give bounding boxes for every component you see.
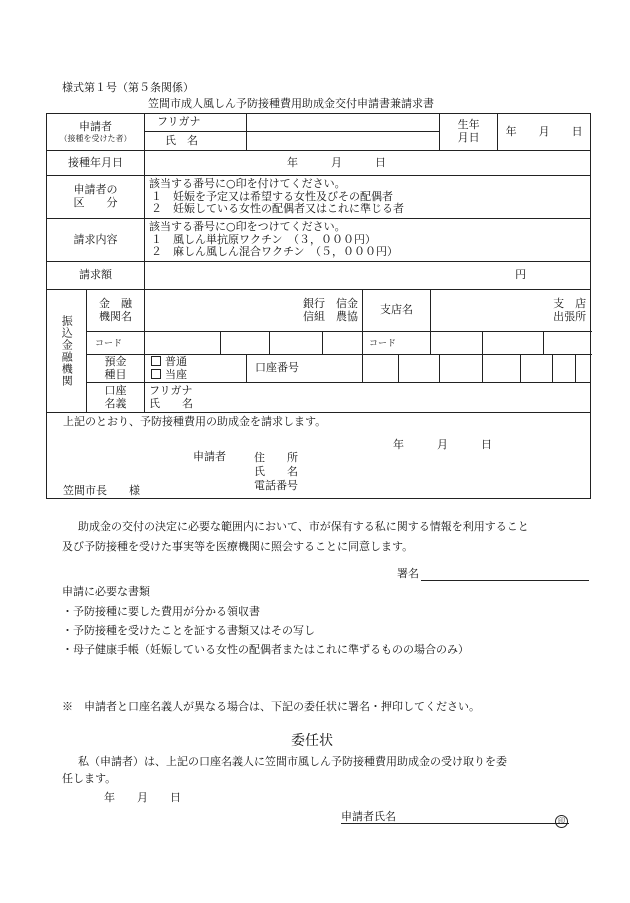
form-number: 様式第１号（第５条関係） bbox=[62, 81, 194, 94]
deposit-label-bottom: 種目 bbox=[104, 367, 127, 381]
request-address-label: 住 所 bbox=[254, 451, 298, 464]
holder-name-label: 氏 名 bbox=[149, 396, 193, 410]
holder-label-top: 口座 bbox=[104, 383, 127, 397]
bank-types-top: 銀行 信金 bbox=[303, 296, 359, 310]
birthdate-value: 年 月 日 bbox=[505, 124, 583, 138]
applicant-label: 申請者 bbox=[79, 120, 112, 134]
branch-label: 支店名 bbox=[380, 303, 414, 317]
branch-code-label-cell bbox=[363, 332, 431, 355]
amount-field[interactable] bbox=[145, 262, 591, 290]
account-digit-7[interactable] bbox=[576, 355, 591, 383]
proxy-signature-line[interactable] bbox=[341, 823, 569, 824]
seal-mark bbox=[555, 810, 568, 828]
seal-icon: 印 bbox=[555, 815, 568, 828]
applicant-sub-label: （接種を受けた者） bbox=[59, 133, 132, 143]
name-label-cell bbox=[145, 132, 247, 151]
vaccination-date-field[interactable] bbox=[145, 151, 591, 176]
request-phone-label: 電話番号 bbox=[254, 478, 298, 492]
branch-code-digit-1[interactable] bbox=[431, 332, 483, 355]
category-options-cell[interactable] bbox=[145, 176, 591, 219]
branch-label-cell bbox=[363, 290, 431, 332]
consent-line-1: 助成金の交付の決定に必要な範囲内において、市が保有する私に関する情報を利用すること bbox=[78, 520, 529, 533]
amount-unit: 円 bbox=[515, 268, 527, 282]
branch-code-digit-2[interactable] bbox=[483, 332, 544, 355]
birthdate-label-bottom: 月日 bbox=[457, 131, 480, 144]
consent-signature-line[interactable] bbox=[421, 580, 589, 581]
vaccination-date-value: 年 月 日 bbox=[287, 155, 386, 169]
bank-types-bottom: 信組 農協 bbox=[303, 309, 359, 323]
institution-field[interactable] bbox=[145, 290, 363, 332]
request-name-label: 氏 名 bbox=[254, 464, 298, 478]
code-label-cell bbox=[87, 332, 145, 355]
documents-heading: 申請に必要な書類 bbox=[62, 585, 150, 598]
account-digit-2[interactable] bbox=[399, 355, 440, 383]
applicant-label-cell bbox=[47, 114, 145, 151]
transfer-vertical-label-cell bbox=[47, 290, 87, 413]
category-label-bottom: 区 分 bbox=[73, 196, 118, 209]
claim-options-cell[interactable] bbox=[145, 219, 591, 262]
furigana-label: フリガナ bbox=[157, 115, 201, 129]
proxy-title: 委任状 bbox=[291, 733, 333, 749]
claim-instruction: 該当する番号に○印をつけてください。 bbox=[149, 220, 346, 234]
account-number-label: 口座番号 bbox=[255, 361, 300, 375]
claim-label-cell bbox=[47, 219, 145, 262]
bank-code-digit-3[interactable] bbox=[270, 332, 323, 355]
ordinary-label: 普通 bbox=[165, 354, 187, 368]
branch-types-top: 支 店 bbox=[553, 296, 587, 310]
document-item-handbook: ・母子健康手帳（妊娠している女性の配偶者またはこれに準ずるものの場合のみ） bbox=[62, 643, 469, 656]
claim-option-1[interactable]: １ 風しん単抗原ワクチン （３，０００円） bbox=[151, 232, 376, 246]
name-input[interactable] bbox=[247, 132, 440, 151]
category-label-top: 申請者の bbox=[73, 183, 118, 197]
branch-code-digit-3[interactable] bbox=[544, 332, 591, 355]
vaccination-date-label: 接種年月日 bbox=[68, 155, 123, 169]
category-option-1[interactable]: １ 妊娠を予定又は希望する女性及びその配偶者 bbox=[151, 189, 393, 203]
account-digit-6[interactable] bbox=[553, 355, 576, 383]
deposit-label-cell bbox=[87, 355, 145, 383]
institution-label-cell bbox=[87, 290, 145, 332]
birthdate-label-top: 生年 bbox=[457, 118, 480, 132]
claim-option-2[interactable]: ２ 麻しん風しん混合ワクチン （５，０００円） bbox=[151, 245, 398, 259]
proxy-note: ※ 申請者と口座名義人が異なる場合は、下記の委任状に署名・押印してください。 bbox=[62, 700, 480, 713]
application-form-table bbox=[46, 113, 591, 499]
consent-signature-label: 署名 bbox=[397, 567, 419, 580]
category-label-cell bbox=[47, 176, 145, 219]
document-item-receipt: ・予防接種に要した費用が分かる領収書 bbox=[62, 605, 260, 618]
bank-code-digit-1[interactable] bbox=[145, 332, 221, 355]
branch-field[interactable] bbox=[431, 290, 591, 332]
category-option-2[interactable]: ２ 妊娠している女性の配偶者又はこれに準じる者 bbox=[151, 202, 404, 216]
proxy-date[interactable]: 年 月 日 bbox=[104, 791, 181, 804]
request-statement: 上記のとおり、予防接種費用の助成金を請求します。 bbox=[63, 415, 327, 428]
bank-code-digit-2[interactable] bbox=[221, 332, 270, 355]
amount-label: 請求額 bbox=[79, 268, 112, 282]
document-item-proof: ・予防接種を受けたことを証する書類又はその写し bbox=[62, 624, 315, 637]
transfer-vertical-label: 振込金融機関 bbox=[60, 315, 74, 387]
account-number-label-cell bbox=[247, 355, 363, 383]
form-title: 笠間市成人風しん予防接種費用助成金交付申請書兼請求書 bbox=[148, 97, 434, 110]
institution-label-top: 金 融 bbox=[99, 296, 132, 310]
amount-label-cell bbox=[47, 262, 145, 290]
branch-types-bottom: 出張所 bbox=[553, 309, 587, 323]
name-label: 氏 名 bbox=[165, 133, 198, 147]
category-instruction: 該当する番号に○印を付けてください。 bbox=[149, 177, 346, 191]
branch-code-label: コード bbox=[369, 338, 397, 349]
account-digit-5[interactable] bbox=[521, 355, 553, 383]
current-label: 当座 bbox=[165, 367, 187, 381]
vaccination-date-label-cell bbox=[47, 151, 145, 176]
claim-label: 請求内容 bbox=[73, 232, 118, 246]
consent-line-2: 及び予防接種を受けた事実等を医療機関に照会することに同意します。 bbox=[62, 540, 414, 553]
account-digit-3[interactable] bbox=[440, 355, 483, 383]
holder-label-cell bbox=[87, 383, 145, 413]
mayor-addressee: 笠間市長 様 bbox=[63, 484, 140, 497]
institution-label-bottom: 機関名 bbox=[99, 309, 132, 323]
proxy-line-1: 私（申請者）は、上記の口座名義人に笠間市風しん予防接種費用助成金の受け取りを委 bbox=[78, 755, 507, 768]
account-digit-1[interactable] bbox=[363, 355, 399, 383]
current-checkbox[interactable] bbox=[151, 369, 161, 379]
deposit-options-cell bbox=[145, 355, 247, 383]
request-applicant-label: 申請者 bbox=[193, 450, 226, 463]
deposit-option-current[interactable] bbox=[151, 369, 246, 382]
birthdate-field[interactable] bbox=[498, 114, 591, 151]
request-date[interactable]: 年 月 日 bbox=[393, 438, 492, 451]
furigana-input[interactable] bbox=[247, 114, 440, 132]
deposit-label-top: 預金 bbox=[104, 354, 127, 368]
bank-code-digit-4[interactable] bbox=[323, 332, 363, 355]
ordinary-checkbox[interactable] bbox=[151, 356, 161, 366]
proxy-name-label: 申請者氏名 bbox=[341, 810, 396, 823]
request-block bbox=[47, 413, 591, 499]
request-applicant-fields[interactable] bbox=[254, 451, 298, 492]
holder-field[interactable] bbox=[145, 383, 591, 413]
account-digit-4[interactable] bbox=[483, 355, 521, 383]
holder-furigana-label: フリガナ bbox=[149, 383, 193, 397]
holder-label-bottom: 名義 bbox=[104, 396, 127, 410]
proxy-line-2: 任します。 bbox=[62, 772, 117, 785]
furigana-label-cell bbox=[145, 114, 247, 132]
birthdate-label-cell bbox=[440, 114, 498, 151]
code-label: コード bbox=[95, 338, 123, 349]
